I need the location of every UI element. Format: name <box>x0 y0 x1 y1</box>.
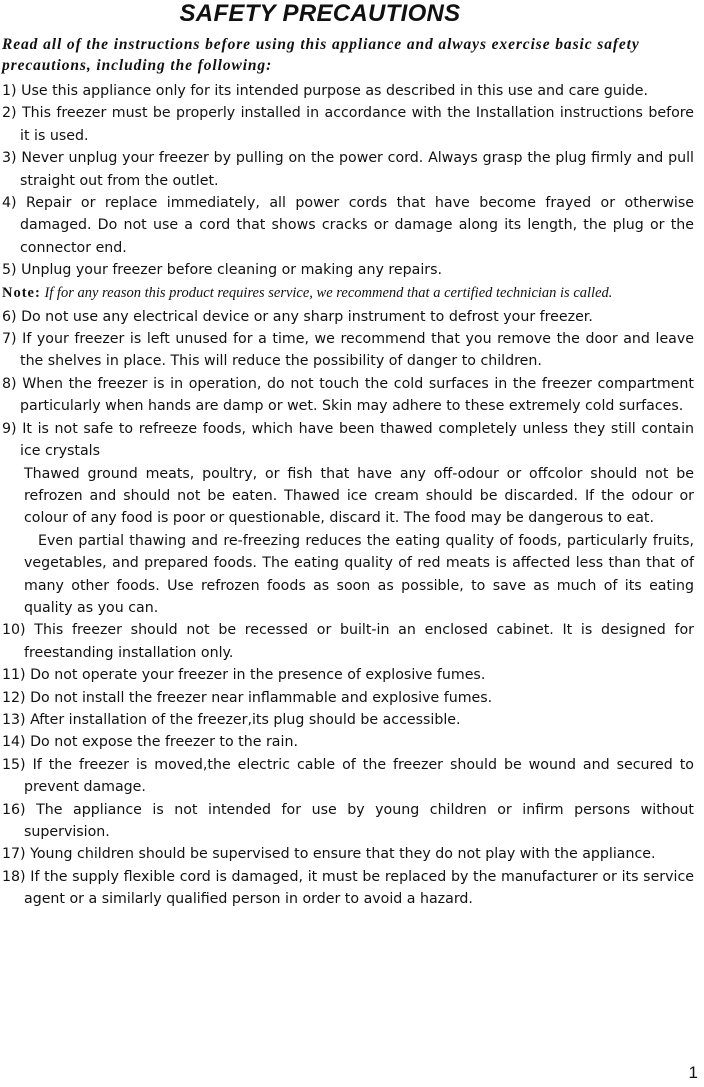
precaution-item-7: 7) If your freezer is left unused for a time, we recommend that you remove the door and leave the shelves in place. This will reduce the possibility of danger to children. <box>2 331 694 370</box>
precaution-item-9: 9) It is not safe to refreeze foods, which have been thawed completely unless they still contain ice crystals <box>2 420 694 460</box>
intro-paragraph: Read all of the instructions before using this appliance and always exercise basic safety precautions, including the following: <box>2 36 640 74</box>
precaution-item-5: 5) Unplug your freezer before cleaning or making any repairs. <box>2 262 442 279</box>
precaution-item-8: 8) When the freezer is in operation, do not touch the cold surfaces in the freezer compartment particularly when hands are damp or wet. Skin may adhere to these extremely cold surfaces. <box>2 375 694 415</box>
service-note <box>2 282 694 304</box>
note-text: If for any reason this product requires service, we recommend that a certified technician is called. <box>44 284 613 301</box>
precaution-item-13: 13) After installation of the freezer,its plug should be accessible. <box>2 711 461 728</box>
precaution-item-3: 3) Never unplug your freezer by pulling on the power cord. Always grasp the plug firmly and pull straight out from the outlet. <box>2 150 694 189</box>
precaution-item-9-detail-2: Even partial thawing and re-freezing reduces the eating quality of foods, particularly fruits, vegetables, and prepared foods. The eating quality of red meats is affected less than that of many other foods. Use refrozen foods as soon as possible, to save as much of its eating quality as you can. <box>24 532 694 616</box>
note-label: Note: <box>2 284 41 301</box>
precaution-item-15: 15) If the freezer is moved,the electric cable of the freezer should be wound and secured to prevent damage. <box>2 756 694 796</box>
precaution-item-6: 6) Do not use any electrical device or any sharp instrument to defrost your freezer. <box>2 308 593 325</box>
precaution-item-17: 17) Young children should be supervised to ensure that they do not play with the appliance. <box>2 846 656 863</box>
precaution-item-14: 14) Do not expose the freezer to the rain. <box>2 734 298 751</box>
precautions-list <box>2 80 694 911</box>
precaution-item-11: 11) Do not operate your freezer in the presence of explosive fumes. <box>2 667 486 684</box>
page-title: SAFETY PRECAUTIONS <box>179 0 461 27</box>
precaution-item-9-detail-1: Thawed ground meats, poultry, or fish that have any off-odour or offcolor should not be refrozen and should not be eaten. Thawed ice cream should be discarded. If the odour or colour of any food is poor or questionable, discard it. The food may be dangerous to eat. <box>24 465 694 527</box>
precaution-item-12: 12) Do not install the freezer near inflammable and explosive fumes. <box>2 689 493 706</box>
precaution-item-4: 4) Repair or replace immediately, all power cords that have become frayed or otherwise damaged. Do not use a cord that shows cracks or damage along its length, the plug or the connector end. <box>2 195 694 256</box>
precaution-item-10: 10) This freezer should not be recessed or built-in an enclosed cabinet. It is designed for freestanding installation only. <box>2 622 694 661</box>
precaution-item-1: 1) Use this appliance only for its intended purpose as described in this use and care guide. <box>2 83 649 99</box>
precaution-item-2: 2) This freezer must be properly installed in accordance with the Installation instructions before it is used. <box>2 105 694 144</box>
page-number: 1 <box>688 1063 698 1082</box>
precaution-item-16: 16) The appliance is not intended for use by young children or infirm persons without supervision. <box>2 801 694 840</box>
precaution-item-18: 18) If the supply flexible cord is damaged, it must be replaced by the manufacturer or its service agent or a similarly qualified person in order to avoid a hazard. <box>2 868 694 908</box>
